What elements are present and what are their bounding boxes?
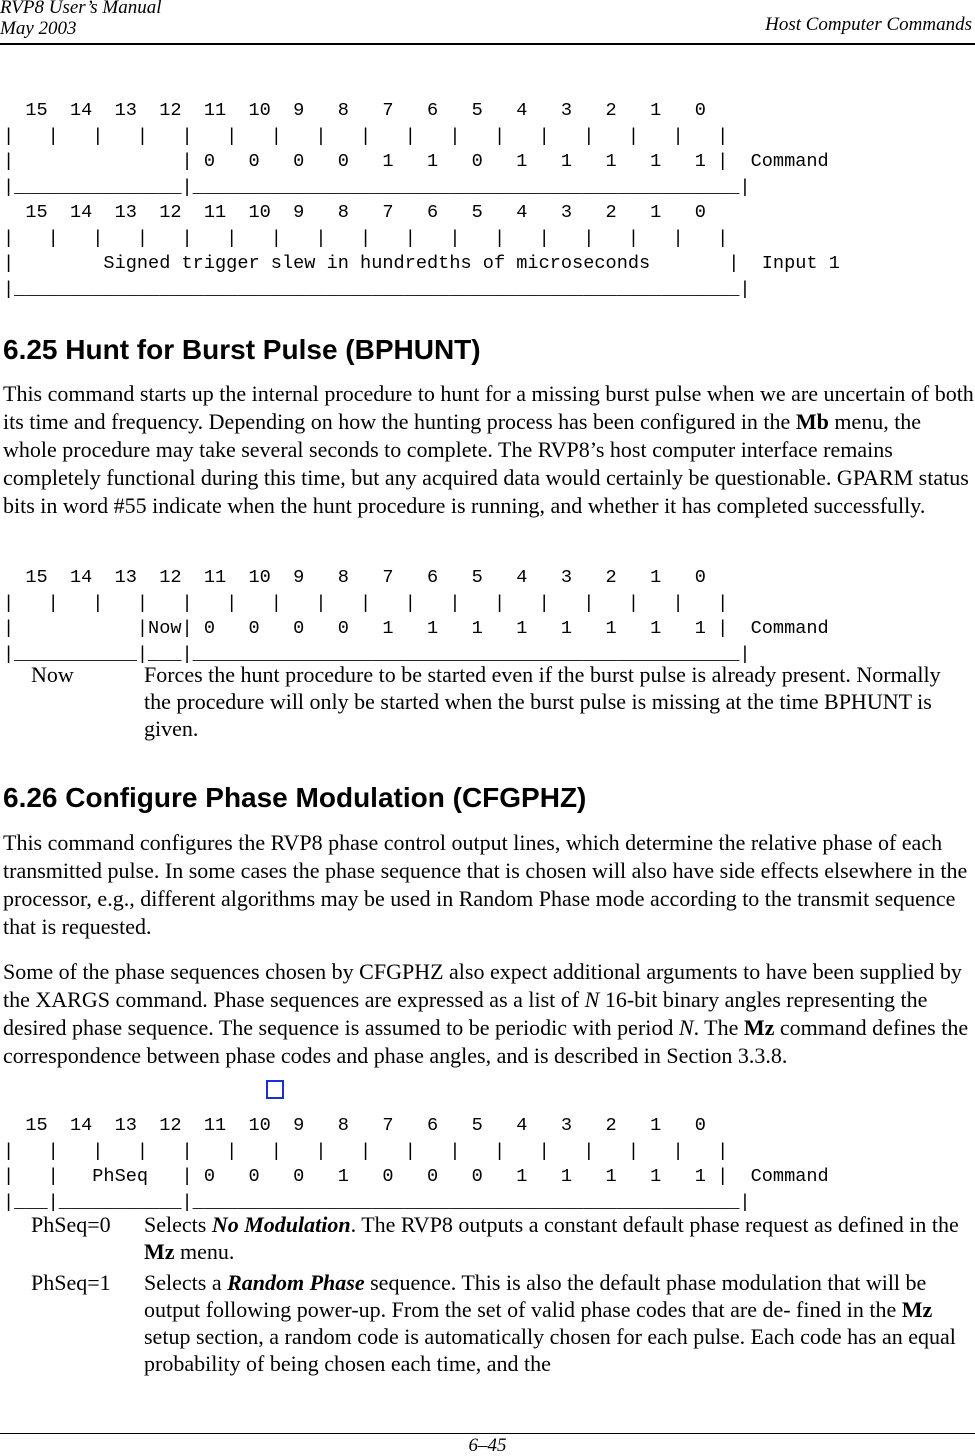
- definition-text: Selects: [144, 1212, 212, 1237]
- paragraph-phase-sequences: [3, 958, 975, 1070]
- emphasis-random-phase: Random Phase: [227, 1270, 365, 1295]
- paragraph-cfgphz-description: This command configures the RVP8 phase control output lines, which determine the relative phase of each transmitted pulse. In some cases the phase sequence that is chosen will also have side effects elsewhere in the processor, e.g., different algorithms may be used in Random Phase mode according to the transmit sequence that is requested.: [3, 830, 968, 939]
- definition-body: Forces the hunt procedure to be started even if the burst pulse is already present. Normally the procedure will only be started when the burst pulse is missing at the time BPHUNT is given.: [144, 662, 941, 741]
- emphasis-no-modulation: No Modulation: [211, 1212, 351, 1237]
- definition-body: [144, 1269, 972, 1377]
- definition-text: sequence. This is also the default phase modulation that will be output following power-up. From the set of valid phase codes that are de- fined in the: [144, 1270, 927, 1322]
- register-line: | Signed trigger slew in hundredths of microseconds | Input 1: [3, 253, 840, 274]
- register-line: | | | | | | | | | | | | | | | | |: [3, 125, 729, 147]
- paragraph-text: 16-bit binary angles representing the desired phase sequence. The sequence is assumed to be periodic with period: [3, 987, 928, 1040]
- definition-term: PhSeq=0: [31, 1212, 111, 1237]
- header-rule: [0, 43, 975, 45]
- definition-term: Now: [31, 662, 74, 687]
- paragraph-bphunt-description: [3, 380, 975, 520]
- manual-date: May 2003: [0, 18, 77, 39]
- command-name-mz: Mz: [743, 1015, 775, 1040]
- footer-rule: [0, 1433, 975, 1434]
- paragraph-text: This command starts up the internal procedure to hunt for a missing burst pulse when we are uncertain of both its time and frequency. Depending on how the hunting process has been configured in the: [3, 381, 974, 434]
- definition-text: menu.: [174, 1239, 235, 1264]
- variable-n: N: [584, 987, 600, 1012]
- register-line: | | | | | | | | | | | | | | | | |: [3, 592, 729, 614]
- page-number: 6–45: [468, 1435, 507, 1456]
- register-line: | | | | | | | | | | | | | | | | |: [3, 1140, 729, 1162]
- register-line: | | | | | | | | | | | | | | | | |: [3, 227, 729, 249]
- paragraph-text: menu, the whole procedure may take several seconds to complete. The RVP8’s host computer interface remains completely functional during this time, but any acquired data would certainly be questionable. GPARM status bits in word #55 indicate when the hunt procedure is running, and whether it has completed successfully.: [3, 409, 969, 518]
- register-line: 15 14 13 12 11 10 9 8 7 6 5 4 3 2 1 0: [3, 202, 718, 223]
- register-line: 15 14 13 12 11 10 9 8 7 6 5 4 3 2 1 0: [3, 100, 718, 121]
- menu-name-mb: Mb: [795, 409, 829, 434]
- register-line: |___________|___|_________________________________________________|: [3, 643, 751, 665]
- definition-term: PhSeq=1: [31, 1270, 111, 1295]
- register-line: 15 14 13 12 11 10 9 8 7 6 5 4 3 2 1 0: [3, 567, 718, 588]
- register-diagram-bphunt: [3, 565, 829, 667]
- menu-name-mz: Mz: [901, 1297, 933, 1322]
- manual-title: RVP8 User’s Manual: [0, 0, 162, 18]
- register-diagram-trigger-slew: [3, 98, 840, 302]
- register-diagram-cfgphz: [3, 1113, 829, 1215]
- register-line: |___|___________|_________________________________________________|: [3, 1191, 751, 1213]
- register-line: |_________________________________________________________________|: [3, 278, 751, 300]
- section-link-marker[interactable]: [266, 1080, 284, 1099]
- register-line: | | 0 0 0 0 1 1 0 1 1 1 1 1 | Command: [3, 151, 829, 172]
- section-heading-6-25: 6.25 Hunt for Burst Pulse (BPHUNT): [3, 334, 481, 365]
- register-line: | | PhSeq | 0 0 0 1 0 0 0 1 1 1 1 1 | Command: [3, 1166, 829, 1187]
- definition-text: setup section, a random code is automatically chosen for each pulse. Each code has an equal probability of being chosen each time, and the: [144, 1324, 956, 1376]
- paragraph-text: command defines the correspondence between phase codes and phase angles, and is described in Section 3.3.8.: [3, 1015, 969, 1068]
- register-line: | |Now| 0 0 0 0 1 1 1 1 1 1 1 1 | Command: [3, 618, 829, 639]
- section-heading-6-26: 6.26 Configure Phase Modulation (CFGPHZ): [3, 782, 587, 813]
- definition-text: Selects a: [144, 1270, 228, 1295]
- definition-text: . The RVP8 outputs a constant default phase request as defined in the: [350, 1212, 959, 1237]
- register-line: 15 14 13 12 11 10 9 8 7 6 5 4 3 2 1 0: [3, 1115, 718, 1136]
- variable-n: N: [678, 1015, 694, 1040]
- header-left: [0, 0, 162, 39]
- paragraph-text: . The: [693, 1015, 744, 1040]
- paragraph-text: Some of the phase sequences chosen by CFGPHZ also expect additional arguments to have been supplied by the XARGS command. Phase sequences are expressed as a list of: [3, 959, 962, 1012]
- register-line: |_______________|_________________________________________________|: [3, 176, 751, 198]
- section-title: Host Computer Commands: [765, 14, 972, 35]
- page-header: [0, 0, 975, 46]
- definition-body: [144, 1211, 972, 1265]
- menu-name-mz: Mz: [144, 1239, 175, 1264]
